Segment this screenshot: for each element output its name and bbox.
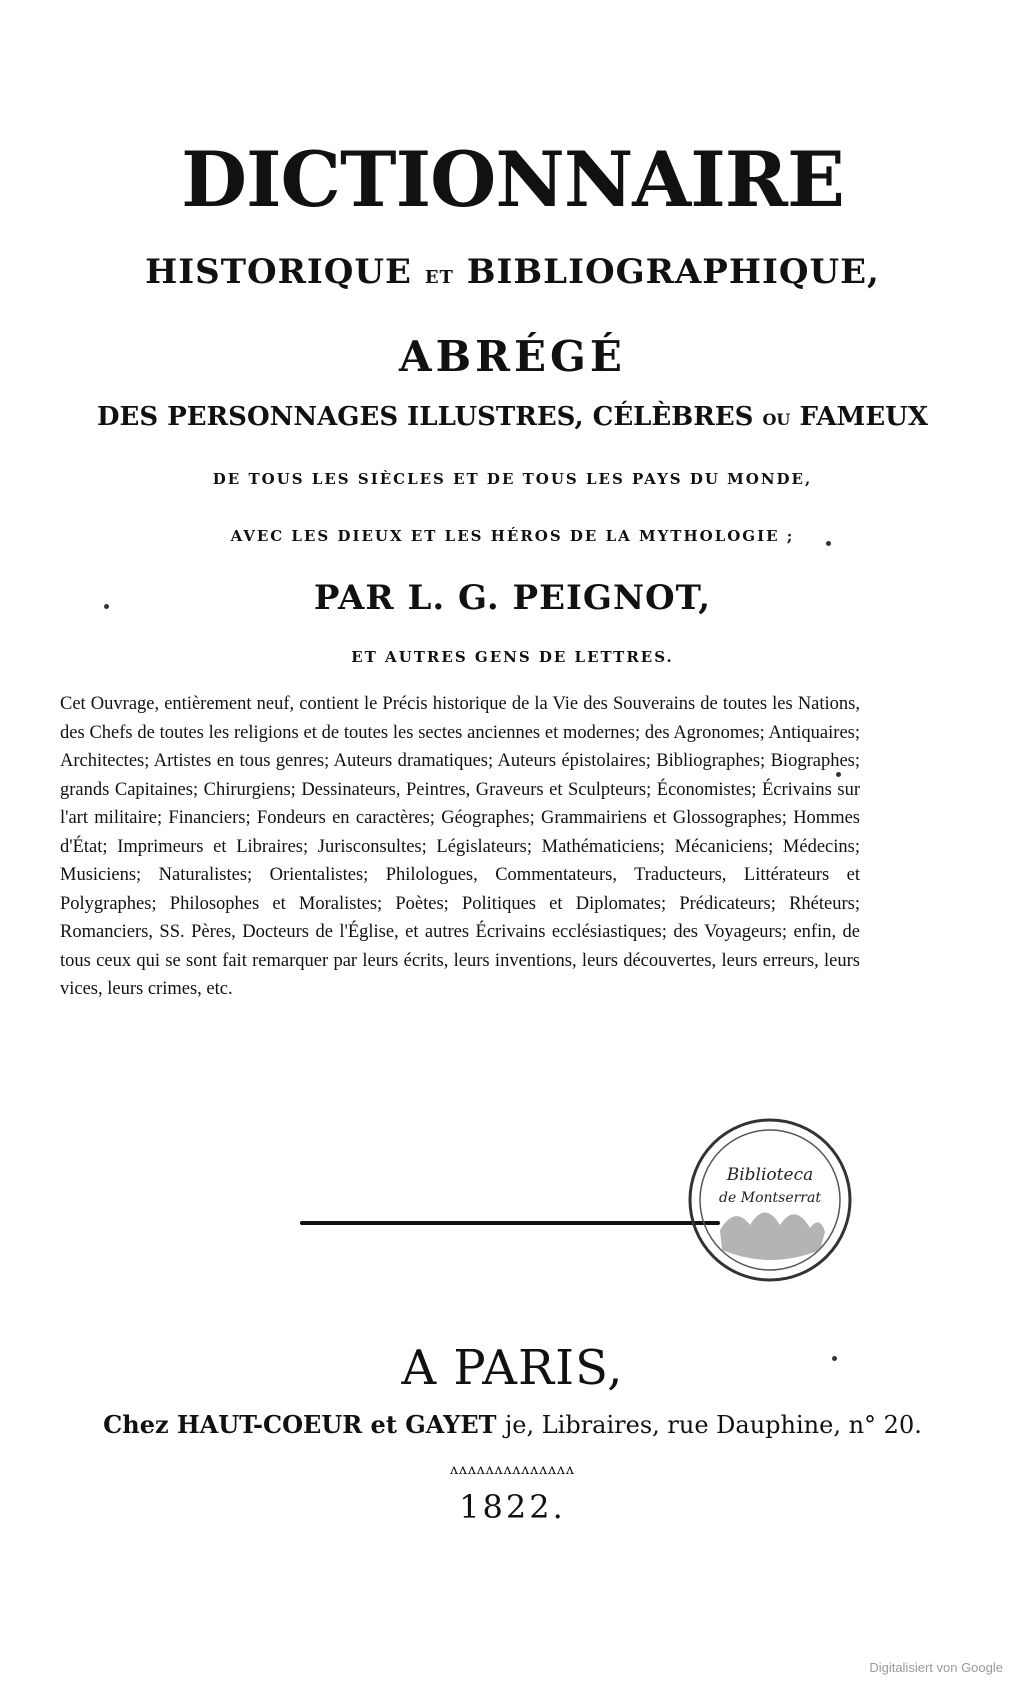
digitized-by-google: Digitalisiert von Google [869, 1660, 1003, 1675]
stamp-text-top: Biblioteca [726, 1165, 814, 1185]
personnages-fameux: FAMEUX [799, 402, 928, 432]
abrege-heading: ABRÉGÉ [399, 332, 626, 381]
publisher-address: je, Libraires, rue Dauphine, n° 20. [504, 1411, 922, 1439]
library-stamp [680, 1110, 860, 1290]
siecles-line: DE TOUS LES SIÈCLES ET DE TOUS LES PAYS DU MONDE, [212, 470, 813, 488]
subtitle-et: ET [424, 267, 454, 288]
main-title: DICTIONNAIRE [181, 135, 844, 224]
mythologie-line: AVEC LES DIEUX ET LES HÉROS DE LA MYTHOLOGIE ; [230, 527, 795, 545]
ink-speck [826, 541, 831, 546]
subtitle-bibliographique: BIBLIOGRAPHIQUE, [466, 252, 880, 292]
coauthors-line: ET AUTRES GENS DE LETTRES. [351, 648, 674, 666]
subtitle-historique: HISTORIQUE [145, 252, 412, 292]
author-line: PAR L. G. PEIGNOT, [313, 578, 712, 618]
subtitle-line [0, 252, 1025, 292]
ornament-rule: ʌʌʌʌʌʌʌʌʌʌʌʌʌʌ [450, 1462, 575, 1478]
ink-speck [836, 772, 841, 777]
personnages-line [0, 402, 1025, 432]
stamp-text-bottom: de Montserrat [719, 1190, 821, 1206]
publisher-name: Chez HAUT-COEUR et GAYET [103, 1410, 497, 1439]
ink-speck [104, 604, 109, 609]
imprint-city: A PARIS, [401, 1340, 624, 1396]
description-paragraph: Cet Ouvrage, entièrement neuf, contient le Précis historique de la Vie des Souverains de toutes les Nations, des Chefs de toutes les religions et de toutes les sectes anciennes et modernes; des Agronomes; Antiquaires; Architectes; Artistes en tous genres; Auteurs dramatiques; Auteurs épistolaires; Bibliographes; Biographes; grands Capitaines; Chirurgiens; Dessinateurs, Peintres, Graveurs et Sculpteurs; Économistes; Écrivains sur l'art militaire; Financiers; Fondeurs en caractères; Géographes; Grammairiens et Glossographes; Hommes d'État; Imprimeurs et Libraires; Jurisconsultes; Législateurs; Mathématiciens; Mécaniciens; Médecins; Musiciens; Naturalistes; Orientalistes; Philologues, Commentateurs, Traducteurs, Littérateurs et Polygraphes; Philosophes et Moralistes; Poètes; Politiques et Diplomates; Prédicateurs; Rhéteurs; Romanciers, SS. Pères, Docteurs de l'Église, et autres Écrivains ecclésiastiques; des Voyageurs; enfin, de tous ceux qui se sont fait remarquer par leurs écrits, leurs inventions, leurs découvertes, leurs erreurs, leurs vices, leurs crimes, etc. [60, 694, 860, 999]
divider-rule [300, 1221, 720, 1225]
personnages-text: DES PERSONNAGES ILLUSTRES, CÉLÈBRES [97, 402, 754, 432]
imprint-publisher [0, 1410, 1025, 1439]
ink-speck [832, 1356, 837, 1361]
personnages-ou: OU [762, 410, 791, 429]
imprint-year: 1822. [459, 1488, 566, 1526]
